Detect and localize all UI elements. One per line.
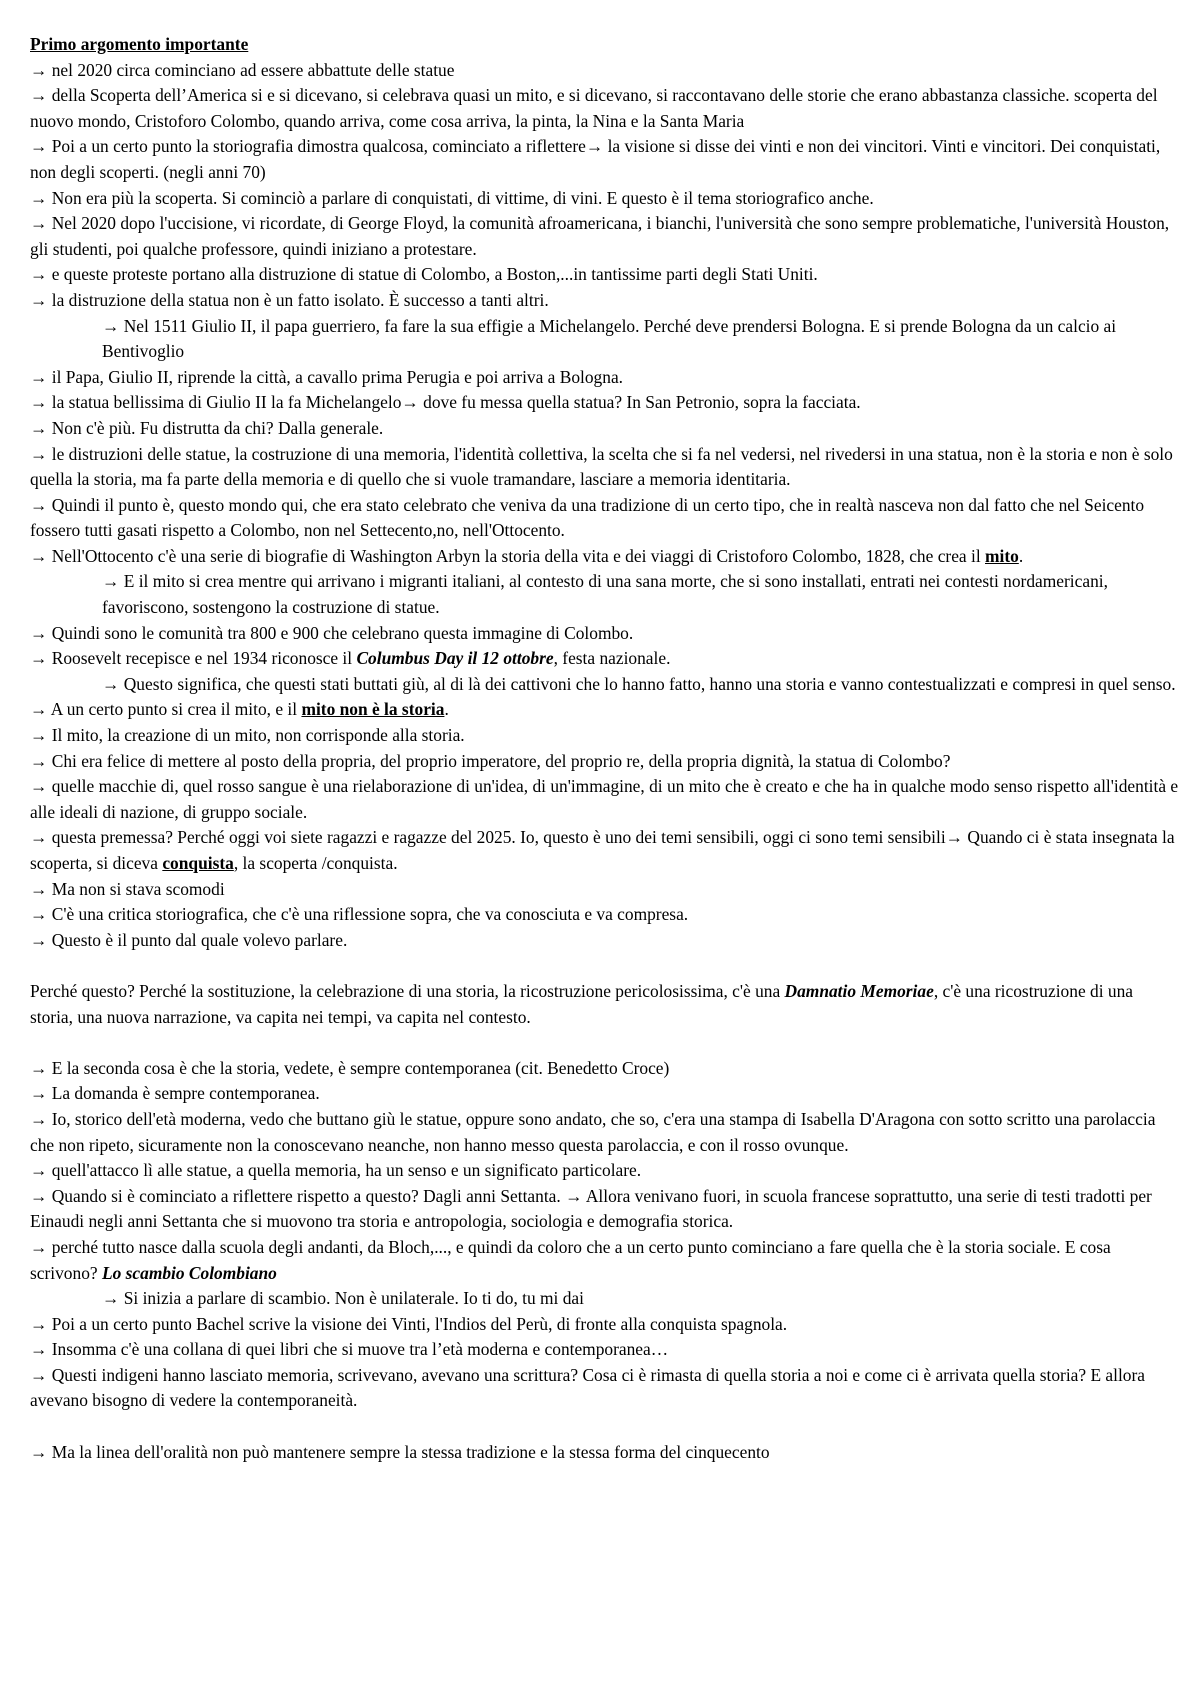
note-subline: → Nel 1511 Giulio II, il papa guerriero, fa fare la sua effigie a Michelangelo. Perché deve prendersi Bologna. E si prende Bologna da un calcio ai Bentivoglio <box>102 315 1117 362</box>
note-text: , la scoperta /conquista. <box>233 853 398 873</box>
emphasis-damnatio-memoriae: Damnatio Memoriae <box>784 980 934 1001</box>
document-body <box>30 32 1180 1465</box>
emphasis-conquista: conquista <box>162 853 234 873</box>
note-text: → questa premessa? Perché oggi voi siete ragazzi e ragazze del 2025. Io, questo è uno dei temi sensibili, oggi ci sono temi sensibili→ Quando ci è stata insegnata la scoperta, si diceva <box>30 827 1175 873</box>
note-line: → nel 2020 circa cominciano ad essere abbattute delle statue <box>30 59 455 80</box>
note-line: → Quindi sono le comunità tra 800 e 900 che celebrano questa immagine di Colombo. <box>30 622 634 643</box>
note-line: → quell'attacco lì alle statue, a quella memoria, ha un senso e un significato particolare. <box>30 1160 642 1181</box>
note-line <box>30 697 1180 723</box>
note-line: → la statua bellissima di Giulio II la fa Michelangelo→ dove fu messa quella statua? In San Petronio, sopra la facciata. <box>30 392 861 413</box>
note-text: Perché questo? Perché la sostituzione, la celebrazione di una storia, la ricostruzione pericolosissima, c'è una <box>30 980 785 1001</box>
note-text: → Nell'Ottocento c'è una serie di biografie di Washington Arbyn la storia della vita e dei viaggi di Cristoforo Colombo, 1828, che crea il <box>30 545 985 566</box>
emphasis-mito-non-storia: mito non è la storia <box>301 699 445 720</box>
note-text: → A un certo punto si crea il mito, e il <box>30 699 302 720</box>
note-line: → Il mito, la creazione di un mito, non corrisponde alla storia. <box>30 725 465 746</box>
note-line <box>30 544 1180 570</box>
emphasis-scambio-colombiano: Lo scambio Colombiano <box>101 1262 277 1283</box>
note-line: → quelle macchie di, quel rosso sangue è una rielaborazione di un'idea, di un'immagine, di un mito che è creato e che ha in qualche modo senso rispetto all'identità e alle ideali di nazione, di gruppo sociale. <box>30 776 1179 822</box>
note-text: → perché tutto nasce dalla scuola degli andanti, da Bloch,..., e quindi da coloro che a un certo punto cominciano a fare quella che è la storia sociale. E cosa scrivono? <box>30 1236 1111 1283</box>
note-line: → le distruzioni delle statue, la costruzione di una memoria, l'identità collettiva, la scelta che si fa nel vedersi, nel rivedersi in una statua, non è la storia e non è solo quella la storia, ma fa parte della memoria e di quello che si vuole tramandare, lasciare a memoria identitaria. <box>30 443 1173 490</box>
note-line: → della Scoperta dell’America si e si dicevano, si celebrava quasi un mito, e si dicevano, si raccontavano delle storie che erano abbastanza classiche. scoperta del nuovo mondo, Cristoforo Colombo, quando arriva, come cosa arriva, la pinta, la Nina e la Santa Maria <box>30 85 1158 131</box>
note-line: → Poi a un certo punto Bachel scrive la visione dei Vinti, l'Indios del Perù, di fronte alla conquista spagnola. <box>30 1313 788 1334</box>
note-line: → e queste proteste portano alla distruzione di statue di Colombo, a Boston,...in tantissime parti degli Stati Uniti. <box>30 264 818 285</box>
blank-line <box>30 1030 1180 1056</box>
note-text: , festa nazionale. <box>553 648 671 669</box>
blank-line <box>30 953 1180 979</box>
note-line: → il Papa, Giulio II, riprende la città, a cavallo prima Perugia e poi arriva a Bologna. <box>30 366 624 387</box>
note-line: → Questi indigeni hanno lasciato memoria, scrivevano, avevano una scrittura? Cosa ci è rimasta di quella storia a noi e come ci è arrivata quella storia? E allora avevano bisogno di vedere la contemporaneità. <box>30 1364 1146 1411</box>
note-line: → Io, storico dell'età moderna, vedo che buttano giù le statue, oppure sono andato, che so, c'era una stampa di Isabella D'Aragona con sotto scritto una parolaccia che non ripeto, sicuramente non la conoscevano neanche, non hanno messo questa parolaccia, e con il rosso ovunque. <box>30 1108 1156 1155</box>
note-text: , c'è una ricostruzione di una storia, una nuova narrazione, va capita nei tempi, va capita nel contesto. <box>30 980 1133 1027</box>
note-line: → la distruzione della statua non è un fatto isolato. È successo a tanti altri. <box>30 289 549 310</box>
note-line: → Ma non si stava scomodi <box>30 878 225 899</box>
note-line <box>30 1235 1180 1286</box>
note-text: . <box>444 699 449 720</box>
note-line: → Non era più la scoperta. Si cominciò a parlare di conquistati, di vittime, di vini. E questo è il tema storiografico anche. <box>30 187 874 208</box>
paragraph <box>30 979 1180 1030</box>
note-subline: → E il mito si crea mentre qui arrivano i migranti italiani, al contesto di una sana morte, che si sono installati, entrati nei contesti nordamericani, favoriscono, sostengono la costruzione di statue. <box>102 571 1108 618</box>
note-text: . <box>1018 545 1024 566</box>
emphasis-mito: mito <box>985 545 1019 566</box>
note-line: → Chi era felice di mettere al posto della propria, del proprio imperatore, del proprio re, della propria dignità, la statua di Colombo? <box>30 750 951 771</box>
blank-line <box>30 1414 1180 1440</box>
note-line: → La domanda è sempre contemporanea. <box>30 1083 320 1104</box>
note-line: → Nel 2020 dopo l'uccisione, vi ricordate, di George Floyd, la comunità afroamericana, i bianchi, l'università che sono sempre problematiche, l'università Houston, gli studenti, poi qualche professore, quindi iniziano a protestare. <box>30 213 1170 259</box>
note-text: → Roosevelt recepisce e nel 1934 riconosce il <box>30 648 357 669</box>
note-line: → Quindi il punto è, questo mondo qui, che era stato celebrato che veniva da una tradizione di un certo tipo, che in realtà nasceva non dal fatto che nel Seicento fossero tutti gasati rispetto a Colombo, non nel Settecento,no, nell'Ottocento. <box>30 494 1145 541</box>
note-subline: → Si inizia a parlare di scambio. Non è unilaterale. Io ti do, tu mi dai <box>102 1288 584 1309</box>
note-line <box>30 825 1180 876</box>
note-line: → Insomma c'è una collana di quei libri che si muove tra l’età moderna e contemporanea… <box>30 1339 669 1360</box>
note-line: → Ma la linea dell'oralità non può mantenere sempre la stessa tradizione e la stessa forma del cinquecento <box>30 1441 770 1462</box>
document-title: Primo argomento importante <box>30 34 249 54</box>
emphasis-columbus-day: Columbus Day il 12 ottobre <box>356 648 554 669</box>
note-line <box>30 646 1180 672</box>
note-line: → Non c'è più. Fu distrutta da chi? Dalla generale. <box>30 417 384 438</box>
note-line: → Poi a un certo punto la storiografia dimostra qualcosa, cominciato a riflettere→ la visione si disse dei vinti e non dei vincitori. Vinti e vincitori. Dei conquistati, non degli scoperti. (negli anni 70) <box>30 136 1161 182</box>
note-line: → Quando si è cominciato a riflettere rispetto a questo? Dagli anni Settanta. → Allora venivano fuori, in scuola francese soprattutto, una serie di testi tradotti per Einaudi negli anni Settanta che si muovono tra storia e antropologia, sociologia e demografia storica. <box>30 1185 1152 1232</box>
note-line: → E la seconda cosa è che la storia, vedete, è sempre contemporanea (cit. Benedetto Croce) <box>30 1057 670 1078</box>
note-subline: → Questo significa, che questi stati buttati giù, al di là dei cattivoni che lo hanno fatto, hanno una storia e vanno contestualizzati e compresi in quel senso. <box>102 673 1176 694</box>
note-line: → Questo è il punto dal quale volevo parlare. <box>30 929 348 950</box>
note-line: → C'è una critica storiografica, che c'è una riflessione sopra, che va conosciuta e va compresa. <box>30 904 689 925</box>
